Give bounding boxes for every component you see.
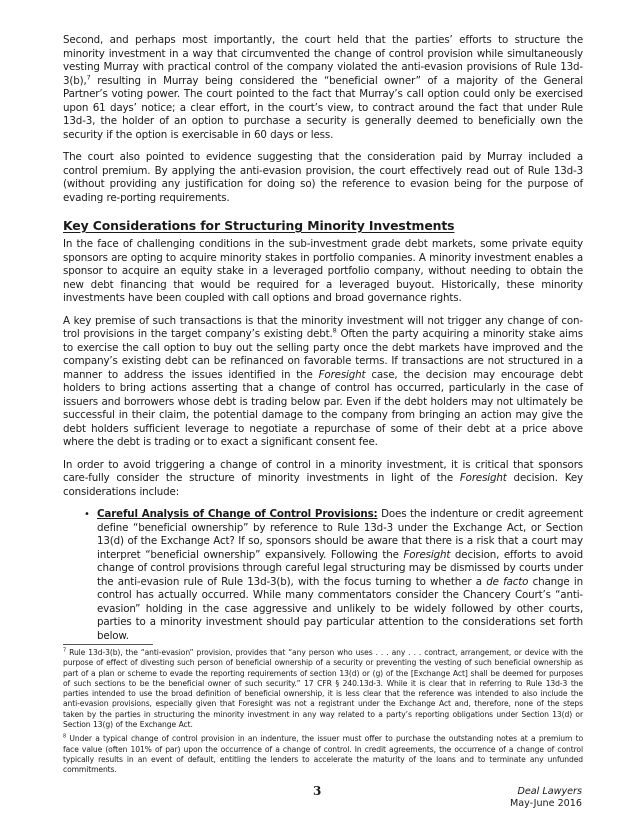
latin-term: de facto <box>486 575 529 588</box>
case-name: Foresight <box>403 548 451 561</box>
case-name: Foresight <box>318 368 366 381</box>
paragraph-text: decision. Key considerations include: <box>63 472 584 498</box>
footnote-ref-8[interactable]: 8 <box>332 326 337 335</box>
paragraph-control-premium: The court also pointed to evidence suggesting that the consideration paid by Murray included a control premium. By applying the anti-evasion provision, the court effectively read out of Rule 13d-3 (without providing any justification for doing so) the reference to evasion being for the purpose of evading re-porting requirements. <box>63 151 583 204</box>
paragraph-text: resulting in Murray being considered the “beneficial owner” of a majority of the General Partner’s voting power. The court pointed to the fact that Murray’s call option could only be exercised upon 61 days’ notice; a clear effort, in the court’s view, to contract around the fact that under Rule 13d-3, the holder of an option to purchase a security is generally deemed to beneficially own the security if the option is exercisable in 60 days or less. <box>63 74 583 141</box>
paragraph-text: In order to avoid triggering a change of control in a minority investment, it is critical that sponsors care-fully consider the structure of minority investments in light of the <box>63 458 583 484</box>
footnote-divider <box>63 644 153 645</box>
paragraph-text: Often the party acquiring a minority stake aims to exercise the call option to buy out the selling party once the debt markets have improved and the company’s existing debt can be refinanced on favorable terms. If transactions are not structured in a manner to address the issues identified in the <box>63 328 583 381</box>
footnote-7 <box>63 648 583 730</box>
footnotes <box>63 648 583 780</box>
bullet-icon: • <box>84 509 90 520</box>
page-number: 3 <box>313 784 322 798</box>
paragraph-text: Second, and perhaps most importantly, the court held that the parties’ efforts to structure the minority investment in a way that circumvented the change of control provision while simultaneously vesting Murray with practical control of the company violated the anti-evasion provisions of Rule 13d-3(b), <box>63 34 583 87</box>
paragraph-key-premise <box>63 315 583 450</box>
case-name: Foresight <box>459 472 507 484</box>
footnote-text: Under a typical change of control provision in an indenture, the issuer must offer to purchase the outstanding notes at a premium to face value (often 101% of par) upon the occurrence of a change of control. In credit agreements, the occurrence of a change of control typically results in an event of default, entitling the lenders to accelerate the maturity of the loans and to terminate any unfunded commitments. <box>63 734 584 775</box>
paragraph-text: change in control has actually occurred. While many commentators consider the Chancery Court’s “anti-evasion” holding in the case aggressive and unlikely to be widely followed by other courts, parties to a minority investment should pay particular attention to the considerations set forth below. <box>97 575 583 642</box>
paragraph-text: Does the indenture or credit agreement define “beneficial ownership” by reference to Rule 13d-3 under the Exchange Act, or Section 13(d) of the Exchange Act? If so, sponsors should be aware that there is a risk that a court may interpret “beneficial ownership” expansively. Following the <box>97 508 583 561</box>
footnote-number: 7 <box>63 647 67 654</box>
paragraph-text: A key premise of such transactions is that the minority investment will not trigger any change of con-trol provisions in the target company’s existing debt. <box>63 314 583 340</box>
footnote-8 <box>63 734 583 775</box>
paragraph-court-held <box>63 34 583 142</box>
footnote-text: Rule 13d-3(b), the “anti-evasion” provision, provides that “any person who uses . . . any . . . contract, arrangement, or device with the purpose of effect of divesting such person of beneficial ownership of a security or preventing the vesting of such beneficial ownership as part of a plan or scheme to evade the reporting requirements of section 13(d) or (g) of the [Exchange Act] shall be deemed for purposes of such sections to be the beneficial owner of such security.” 17 CFR § 240.13d-3. While it is clear that in referring to Rule 13d-3 the parties intended to use the broad definition of beneficial ownership, it is less clear that the reference was intended to also include the anti-evasion provisions, especially given that Foresight was not a registrant under the Exchange Act and, therefore, none of the steps taken by the parties in structuring the minority investment in any way related to a party’s reporting obligations under Section 13(d) or Section 13(g) of the Exchange Act. <box>63 648 583 730</box>
paragraph-text: case, the decision may encourage debt holders to bring actions asserting that a change of control has occurred, particularly in the case of issuers and borrowers whose debt is trading below par. Even if the debt holders may not ultimately be successful in their claim, the potential damage to the company from bringing an action may give the debt holders sufficient leverage to negotiate a repurchase of some of their debt at a price above where the debt is trading or to exact a significant consent fee. <box>63 368 583 448</box>
section-heading: Key Considerations for Structuring Minority Investments <box>63 218 455 233</box>
footnote-number: 8 <box>63 733 67 740</box>
paragraph-challenging-conditions: In the face of challenging conditions in the sub-investment grade debt markets, some private equity sponsors are opting to acquire minority stakes in portfolio companies. A minority investment enables a sponsor to acquire an equity stake in a leveraged portfolio company, without needing to obtain the new debt financing that would be required for a leveraged buyout. Historically, these minority investments have been coupled with call options and broad governance rights. <box>63 238 583 304</box>
document-page <box>63 34 583 652</box>
considerations-list <box>63 508 583 643</box>
publication-name: Deal Lawyers <box>517 786 582 797</box>
footnote-ref-7[interactable]: 7 <box>86 73 91 82</box>
issue-date: May-June 2016 <box>509 798 582 809</box>
bullet-title: Careful Analysis of Change of Control Provisions: <box>97 508 378 520</box>
paragraph-text: decision, efforts to avoid change of control provisions through careful legal structuring may be dismissed by courts under the anti-evasion rule of Rule 13d-3(b), with the focus turning to whether a <box>97 548 583 588</box>
list-item <box>84 508 583 643</box>
paragraph-avoid-triggering <box>63 459 583 500</box>
bullet-paragraph <box>97 508 583 643</box>
publication-info <box>510 786 582 810</box>
